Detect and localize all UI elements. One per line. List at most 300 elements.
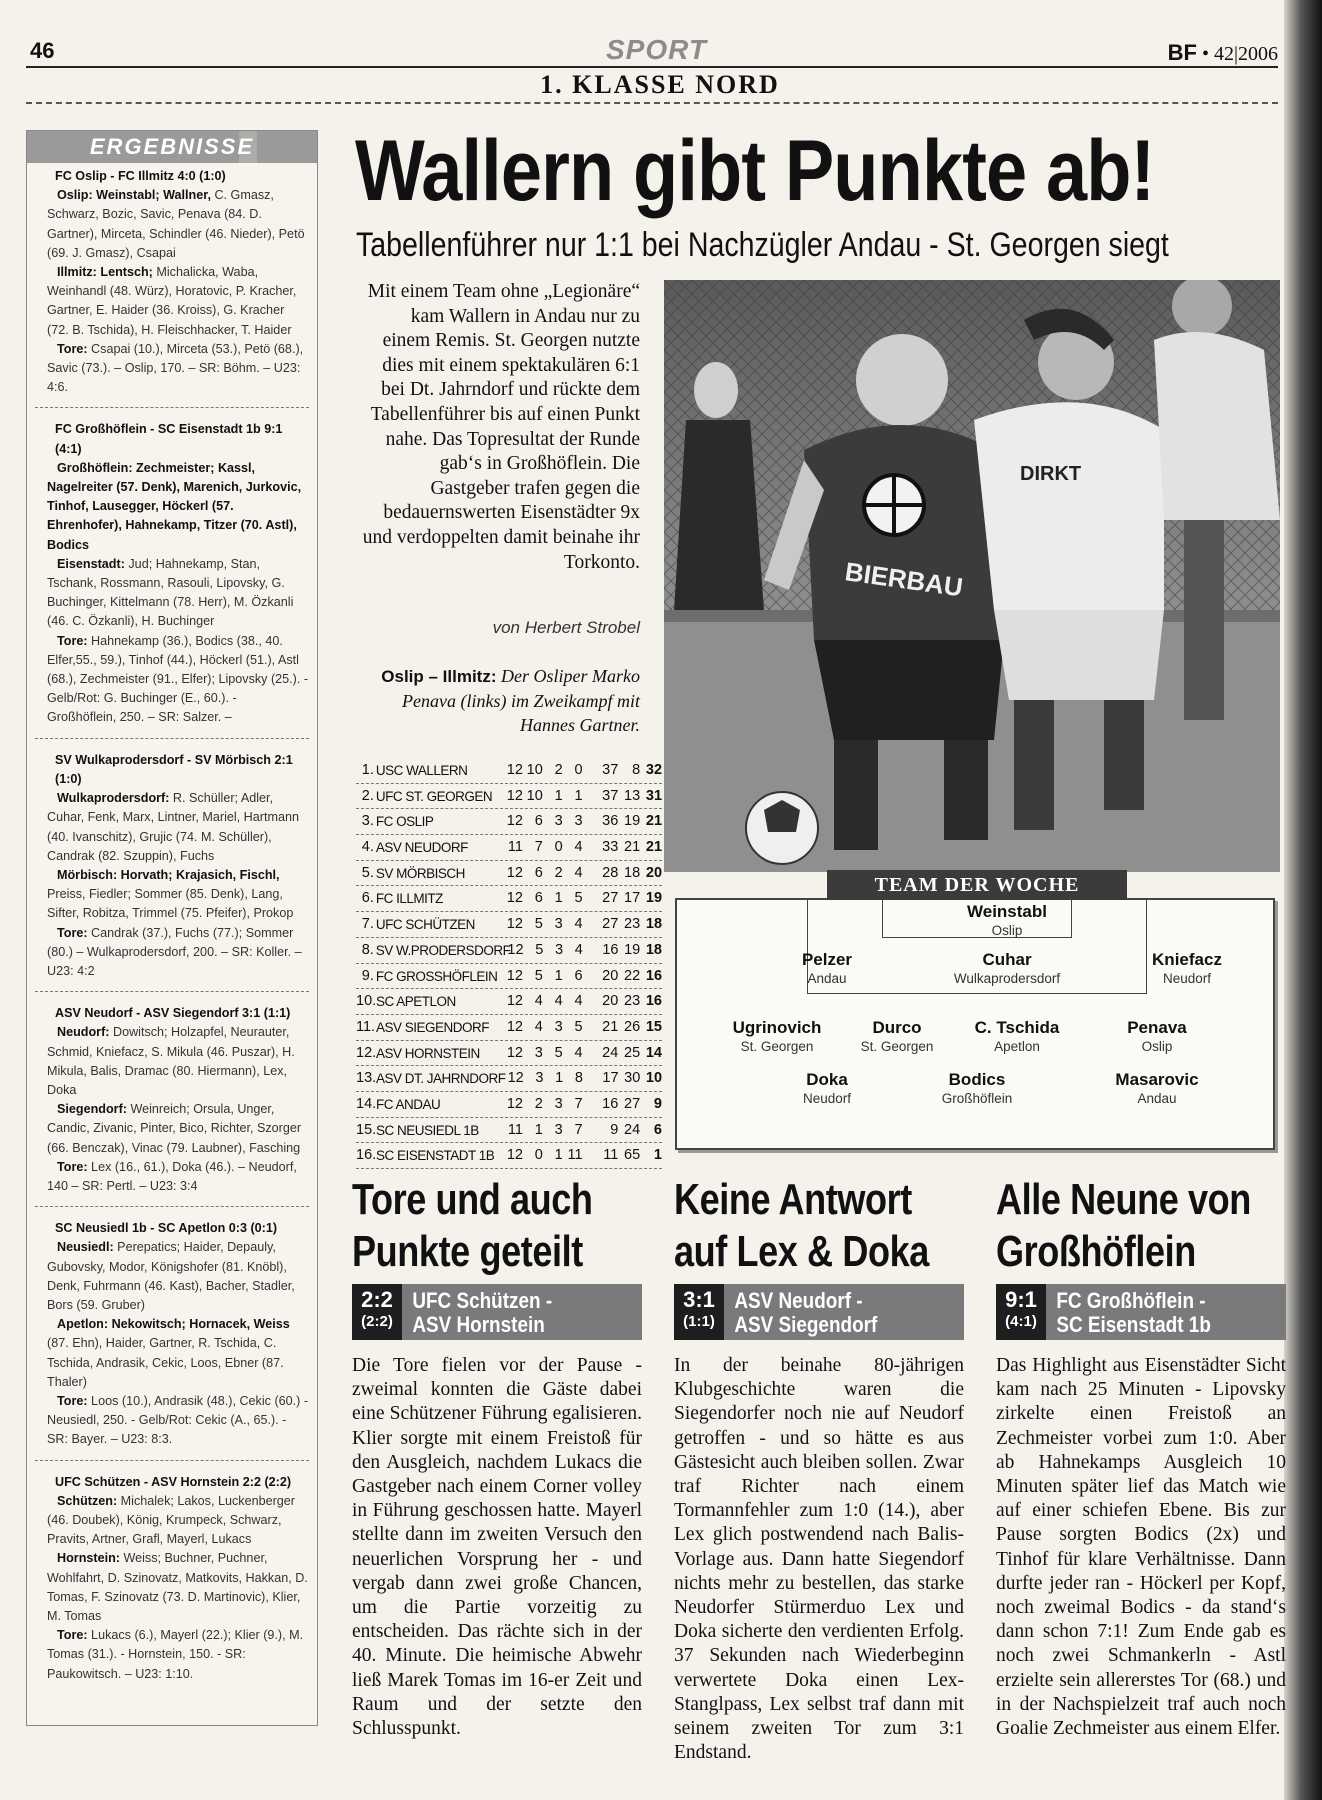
table-cell-points: 32 [645, 762, 663, 778]
table-row [356, 784, 662, 810]
table-cell-wins: 5 [535, 941, 544, 958]
table-cell-team: SC APETLON [376, 994, 456, 1010]
table-cell-points: 21 [645, 813, 663, 830]
header-rule [26, 66, 1278, 68]
halftime-score: (2:2) [361, 1313, 393, 1330]
table-cell-goals-against: 30 [624, 1070, 641, 1087]
table-cell-goals-against: 65 [624, 1147, 641, 1164]
table-cell-wins: 1 [534, 1121, 543, 1138]
table-cell-played: 12 [506, 762, 523, 778]
player-card [1077, 1070, 1237, 1108]
table-cell-position: 6. [361, 890, 374, 907]
player-card [937, 1018, 1097, 1056]
table-cell-wins: 6 [534, 864, 543, 881]
league-title: 1. KLASSE NORD [540, 70, 780, 99]
result-line [35, 1238, 309, 1315]
table-cell-goals-for: 28 [602, 864, 619, 881]
table-cell-position: 5. [361, 864, 374, 881]
player-name: Durco [872, 1018, 922, 1037]
player-club: Oslip [991, 923, 1023, 938]
player-name: C. Tschida [974, 1018, 1060, 1037]
result-line [35, 1492, 309, 1550]
player-card [897, 1070, 1057, 1108]
table-cell-goals-against: 8 [632, 762, 641, 778]
result-line-text: Preiss, Fiedler; Sommer (85. Denk), Lang, Sifter, Robitza, Trimmel (75. Pfeifer), Prokop [47, 887, 294, 921]
result-line [35, 263, 309, 340]
table-cell-goals-against: 27 [624, 1095, 641, 1112]
result-line [35, 459, 309, 555]
table-cell-losses: 11 [567, 1147, 583, 1164]
score-box [996, 1284, 1046, 1340]
home-team: UFC Schützen - [412, 1288, 553, 1313]
result-line-text: Lex (16., 61.), Doka (46.). – Neudorf, 140 – SR: Pertl. – U23: 3:4 [47, 1159, 297, 1193]
table-cell-goals-against: 23 [624, 993, 641, 1010]
table-cell-points: 16 [645, 967, 663, 984]
table-cell-position: 13. [356, 1070, 377, 1087]
result-line [35, 1549, 309, 1626]
table-cell-draws: 1 [554, 890, 563, 907]
halftime-score: (4:1) [1005, 1313, 1037, 1330]
table-cell-draws: 2 [554, 864, 563, 881]
table-cell-losses: 4 [574, 1044, 583, 1061]
table-cell-position: 2. [361, 787, 374, 804]
table-cell-wins: 3 [535, 1070, 544, 1087]
headline: Wallern gibt Punkte ab! [355, 123, 1155, 219]
result-line-text: Candrak (37.), Fuchs (77.); Sommer (80.) – Wulkaprodersdorf, 200. – SR: Koller. – U23: 4:2 [47, 925, 302, 978]
report-column [674, 1174, 964, 1765]
table-row [356, 938, 662, 964]
player-club: Andau [1137, 1091, 1177, 1106]
player-club: Andau [807, 971, 847, 986]
table-cell-team: FC ANDAU [376, 1096, 441, 1112]
table-cell-goals-against: 26 [624, 1018, 641, 1035]
table-cell-position: 3. [361, 813, 374, 830]
player-name: Bodics [948, 1070, 1006, 1089]
table-cell-draws: 1 [554, 787, 563, 804]
table-cell-wins: 5 [534, 967, 543, 984]
result-line-label: Schützen: [57, 1493, 118, 1508]
result-entry [35, 751, 309, 992]
result-line-label: Neusiedl: [57, 1240, 114, 1255]
table-cell-goals-against: 18 [624, 864, 641, 881]
result-heading: FC Großhöflein - SC Eisenstadt 1b 9:1 (4:1) [55, 422, 283, 456]
result-line [35, 1158, 309, 1196]
result-line [35, 186, 309, 263]
home-team: FC Großhöflein - [1056, 1288, 1206, 1313]
table-cell-wins: 6 [534, 890, 543, 907]
player-card [747, 1070, 907, 1108]
table-cell-played: 12 [506, 890, 523, 907]
result-line-label: Neudorf: [57, 1025, 110, 1040]
page-number: 46 [30, 38, 55, 63]
match-photo-graphic [664, 280, 1280, 872]
table-cell-position: 14. [356, 1095, 377, 1112]
report-title-line2: Großhöflein [996, 1227, 1196, 1276]
table-cell-position: 11. [356, 1018, 376, 1035]
table-cell-draws: 1 [555, 1070, 564, 1087]
table-cell-points: 31 [645, 787, 663, 804]
table-row [356, 1041, 662, 1067]
result-line-text: Weiss; Buchner, Puchner, Wohlfahrt, D. Szinovatz, Matkovits, Hakkan, D. Tomas, F. Szinovatz (73. D. Martinovic), Klier, M. Tomas [47, 1551, 308, 1624]
result-line-text: Weinreich; Orsula, Unger, Candic, Zivanic, Pinter, Bico, Richter, Szorger (66. Benczak), Vinac (79. Laubner), Fasching [47, 1102, 302, 1155]
player-card [927, 950, 1087, 988]
result-heading: SV Wulkaprodersdorf - SV Mörbisch 2:1 (1:0) [55, 752, 293, 786]
table-cell-team: SV W.PRODERSDORF [375, 942, 511, 958]
player-name: Pelzer [801, 950, 853, 969]
player-card [1107, 950, 1267, 988]
result-line [35, 340, 309, 398]
match-photo [664, 280, 1280, 872]
table-row [356, 1092, 662, 1118]
table-cell-points: 18 [645, 941, 662, 958]
table-cell-goals-for: 27 [602, 916, 619, 933]
table-cell-played: 12 [506, 1095, 523, 1112]
result-line-label: Wulkaprodersdorf: [57, 791, 170, 806]
shirt-text: BIERBAU [843, 556, 965, 603]
result-entry [35, 1004, 309, 1207]
table-cell-goals-against: 13 [624, 787, 641, 804]
table-cell-goals-for: 37 [602, 762, 619, 778]
table-cell-played: 12 [506, 967, 523, 984]
page-binding-shadow [1284, 0, 1322, 1800]
table-cell-position: 7. [361, 916, 374, 933]
score-bar [996, 1284, 1286, 1340]
table-cell-goals-for: 16 [602, 941, 619, 958]
table-cell-draws: 3 [554, 1121, 563, 1138]
table-row [356, 861, 662, 887]
table-cell-played: 12 [507, 1070, 524, 1087]
player-name: Cuhar [982, 950, 1032, 969]
table-cell-draws: 3 [554, 1018, 563, 1035]
result-heading: SC Neusiedl 1b - SC Apetlon 0:3 (0:1) [55, 1221, 278, 1236]
result-heading: FC Oslip - FC Illmitz 4:0 (1:0) [55, 169, 226, 183]
player-club: St. Georgen [860, 1039, 934, 1054]
table-cell-points: 10 [645, 1070, 663, 1087]
score-box [674, 1284, 724, 1340]
table-cell-position: 1. [361, 762, 374, 778]
byline-prefix: von [492, 618, 520, 637]
report-title-line1: Alle Neune von [996, 1175, 1251, 1224]
table-cell-team: SV MÖRBISCH [375, 865, 465, 881]
player-card [1077, 1018, 1237, 1056]
score-bar [674, 1284, 964, 1340]
final-score: 9:1 [1005, 1287, 1037, 1312]
score-teams [1046, 1284, 1211, 1340]
result-entry [35, 1219, 309, 1460]
report-text: Die Tore fielen vor der Pause - zweimal konnten die Gäste dabei eine Schützener Führung egalisieren. Klier sorgte mit einem Freistoß für den Ausgleich, nachdem Lukacs die Gastgeber nach einem Corner volley in Führung geschossen hatte. Mayerl stellte dann im zweiten Versuch den neuerlichen Vorsprung her - und vergab dann zwei große Chancen, um die Partie vorzeitig zu entscheiden. Das rächte sich in der 40. Minute. Die heimische Abwehr ließ Marek Tomas im 16-er Zeit und Raum und der setzte den Schlusspunkt. [352, 1355, 642, 1740]
table-cell-team: FC ILLMITZ [375, 891, 443, 907]
table-row [356, 989, 662, 1015]
table-cell-played: 12 [506, 787, 523, 804]
table-cell-position: 4. [361, 839, 374, 856]
table-row [356, 1015, 662, 1041]
table-cell-team: UFC SCHÜTZEN [375, 917, 475, 933]
table-row [356, 758, 662, 784]
table-cell-points: 15 [645, 1018, 662, 1035]
table-cell-draws: 0 [554, 839, 563, 856]
table-cell-losses: 0 [574, 762, 583, 778]
table-cell-goals-against: 19 [624, 813, 641, 830]
result-line-label: Tore: [57, 1628, 88, 1643]
table-cell-wins: 10 [526, 762, 543, 778]
table-cell-goals-for: 20 [602, 967, 619, 984]
report-title-line1: Keine Antwort [674, 1175, 912, 1224]
table-cell-points: 16 [645, 993, 662, 1010]
result-line [35, 789, 309, 866]
player-club: Neudorf [802, 1091, 852, 1106]
player-club: Großhöflein [941, 1091, 1013, 1106]
result-heading: ASV Neudorf - ASV Siegendorf 3:1 (1:1) [55, 1006, 291, 1021]
table-cell-played: 12 [506, 1044, 523, 1061]
table-cell-goals-against: 17 [624, 890, 641, 907]
score-teams [402, 1284, 552, 1340]
table-cell-team: UFC ST. GEORGEN [375, 788, 493, 804]
table-cell-losses: 5 [574, 890, 583, 907]
result-line [35, 1626, 309, 1684]
byline [362, 618, 640, 638]
result-line-label: Apetlon: Nekowitsch; Hornacek, Weiss [57, 1317, 290, 1332]
player-club: St. Georgen [740, 1039, 814, 1054]
result-line-label: Tore: [57, 633, 88, 648]
table-row [356, 964, 662, 990]
results-title: ERGEBNISSE [27, 131, 317, 163]
table-row [356, 1118, 662, 1144]
subheadline: Tabellenführer nur 1:1 bei Nachzügler Andau - St. Georgen siegt [356, 226, 1169, 264]
player-club: Apetlon [994, 1039, 1040, 1054]
final-score: 2:2 [361, 1287, 393, 1312]
table-row [356, 1066, 662, 1092]
table-cell-played: 12 [506, 993, 523, 1010]
report-text: In der beinahe 80-jährigen Klubgeschichte waren die Siegendorfer noch nie auf Neudorf getroffen - und so hätte es aus Gästesicht auch bleiben sollen. Zwar traf Richter nach einem Tormannfehler zum 1:0 (14.), aber Lex glich postwendend nach Balis-Vorlage aus. Dann hatte Siegendorf nichts mehr zu bestellen, das starke Neudorfer Stürmerduo Lex und Doka sicherte den verdienten Erfolg. 37 Sekunden nach Wiederbeginn verwertete Doka einen Lex-Stanglpass, Lex selbst traf dann mit seinem zweiten Tor zum 3:1 Endstand. [674, 1355, 964, 1764]
table-cell-goals-for: 9 [610, 1121, 619, 1138]
player-card [927, 902, 1087, 940]
table-cell-losses: 7 [574, 1121, 583, 1138]
table-cell-losses: 7 [574, 1095, 583, 1112]
result-line [35, 924, 309, 982]
report-column [352, 1174, 642, 1741]
table-cell-played: 12 [506, 1147, 523, 1164]
halftime-score: (1:1) [683, 1313, 715, 1330]
table-cell-wins: 3 [534, 1044, 543, 1061]
table-cell-team: ASV SIEGENDORF [376, 1019, 490, 1035]
result-line-label: Oslip: Weinstabl; Wallner, [57, 188, 211, 203]
table-cell-goals-against: 24 [624, 1121, 641, 1138]
team-of-week-title: TEAM DER WOCHE [827, 870, 1127, 900]
report-title-line1: Tore und auch [352, 1175, 593, 1224]
table-cell-goals-for: 17 [602, 1070, 619, 1087]
league-table [356, 758, 662, 1169]
sponsor-text: DIRKT [1020, 463, 1082, 485]
result-entry [35, 420, 309, 738]
table-cell-played: 12 [507, 941, 524, 958]
table-cell-goals-against: 25 [624, 1044, 641, 1061]
table-cell-goals-against: 21 [624, 839, 641, 856]
player-name: Ugrinovich [732, 1018, 822, 1037]
byline-author: Herbert Strobel [524, 618, 640, 637]
table-cell-position: 8. [361, 941, 374, 958]
player-name: Kniefacz [1152, 950, 1222, 969]
table-cell-wins: 10 [526, 787, 543, 804]
table-cell-goals-against: 23 [624, 916, 641, 933]
result-line [35, 866, 309, 924]
table-cell-team: ASV DT. JAHRNDORF [376, 1071, 506, 1087]
table-cell-losses: 4 [574, 864, 583, 881]
result-line [35, 1315, 309, 1392]
table-cell-position: 16. [356, 1147, 377, 1164]
report-title [996, 1174, 1251, 1278]
table-cell-position: 15. [356, 1121, 377, 1138]
table-cell-draws: 3 [554, 1095, 563, 1112]
player-name: Penava [1127, 1018, 1187, 1037]
photo-caption [362, 664, 640, 737]
score-box [352, 1284, 402, 1340]
table-cell-position: 9. [361, 967, 374, 984]
result-line-text: Lukacs (6.), Mayerl (22.); Klier (9.), M. Tomas (31.). - Hornstein, 150. - SR: Paukowitsch. – U23: 1:10. [47, 1628, 304, 1681]
result-line-label: Mörbisch: Horvath; Krajasich, Fischl, [57, 867, 280, 882]
final-score: 3:1 [683, 1287, 715, 1312]
table-cell-wins: 2 [534, 1095, 543, 1112]
result-line-label: Eisenstadt: [57, 556, 125, 571]
table-cell-goals-for: 11 [603, 1147, 619, 1164]
header-dashed-rule [26, 102, 1278, 104]
table-cell-losses: 3 [574, 813, 583, 830]
table-cell-points: 20 [645, 864, 663, 881]
table-cell-losses: 1 [574, 787, 583, 804]
report-column [996, 1174, 1286, 1741]
table-cell-losses: 4 [574, 839, 583, 856]
table-cell-goals-for: 27 [602, 890, 619, 907]
result-line [35, 1392, 309, 1450]
lead-text: Mit einem Team ohne „Legionäre“ kam Wallern in Andau nur zu einem Remis. St. Georgen nutzte dies mit einem spektakulären 6:1 bei Dt. Jahrndorf und rückte dem Tabellenführer bis auf einen Punkt nahe. Das Topresultat der Runde gab‘s in Großhöflein. Die Gastgeber trafen gegen die bedauernswerten Eisenstädter 9x und verdoppelten damit beinahe ihr Torkonto. [362, 281, 640, 573]
table-cell-draws: 3 [554, 813, 563, 830]
table-cell-wins: 5 [534, 916, 543, 933]
table-cell-goals-against: 19 [624, 941, 641, 958]
table-cell-goals-for: 36 [602, 813, 619, 830]
player-club: Oslip [1141, 1039, 1173, 1054]
table-cell-goals-for: 37 [602, 787, 619, 804]
team-of-week [675, 874, 1275, 1150]
table-cell-draws: 3 [555, 941, 564, 958]
away-team: ASV Siegendorf [734, 1312, 878, 1337]
player-name: Weinstabl [967, 902, 1047, 921]
table-cell-goals-for: 24 [602, 1044, 619, 1061]
report-title-line2: auf Lex & Doka [674, 1227, 929, 1276]
result-line-label: Tore: [57, 1393, 88, 1408]
result-line [35, 555, 309, 632]
result-line-text: Csapai (10.), Mirceta (53.), Petö (68.), Savic (73.). – Oslip, 170. – SR: Böhm. – U23: 4:6. [47, 341, 304, 395]
table-cell-draws: 5 [554, 1044, 563, 1061]
away-team: ASV Hornstein [412, 1312, 545, 1337]
table-cell-played: 12 [506, 1018, 523, 1035]
result-line [35, 1023, 309, 1100]
table-cell-played: 11 [507, 839, 523, 856]
report-text: Das Highlight aus Eisenstädter Sicht kam nach 25 Minuten - Lipovsky zirkelte einen Freistoß an Zechmeister vorbei zum 1:0. Aber ab Hahnekamps Ausgleich 10 Minuten später lief das Match wie auf einer schiefen Ebene. Bis zur Pause sorgten Bodics (2x) und Tinhof für klare Verhältnisse. Dann durfte jeder ran - Höckerl per Kopf, noch zweimal Bodics - da stand‘s dann schon 7:1! Zum Ende gab es noch zwei Schmankerln - Astl erzielte sein allererstes Tor (68.) und in der Nachspielzeit traf auch noch Goalie Zechmeister aus einem Elfer. [996, 1355, 1286, 1740]
player-card [747, 950, 907, 988]
table-cell-points: 19 [645, 890, 663, 907]
results-box [26, 130, 318, 1726]
table-cell-wins: 4 [534, 993, 543, 1010]
result-line-text: Michalicka, Waba, Weinhandl (48. Würz), Horatovic, P. Kracher, Gartner, E. Haider (36. Kroiss), G. Kracher (72. B. Tschida), H. Fleischhacker, T. Haider [47, 265, 297, 337]
table-cell-wins: 6 [534, 813, 543, 830]
section-title: SPORT [606, 34, 707, 65]
issue-number: 42|2006 [1213, 43, 1278, 65]
player-name: Doka [806, 1070, 848, 1089]
report-title [674, 1174, 929, 1278]
result-line [35, 632, 309, 728]
result-line-text: C. Gmasz, Schwarz, Bozic, Savic, Penava (84. D. Gartner), Mirceta, Schindler (46. Nieder), Petö (69. J. Gmasz), Csapai [47, 188, 305, 260]
table-cell-wins: 0 [534, 1147, 543, 1164]
table-cell-points: 14 [645, 1044, 662, 1061]
table-cell-points: 18 [645, 916, 663, 933]
table-cell-team: SC NEUSIEDL 1B [376, 1122, 479, 1138]
table-cell-points: 9 [653, 1095, 662, 1112]
table-cell-team: USC WALLERN [375, 763, 468, 778]
player-club: Wulkaprodersdorf [953, 971, 1061, 986]
table-cell-losses: 4 [574, 941, 583, 958]
table-cell-played: 12 [506, 864, 523, 881]
result-line-text: Hahnekamp (36.), Bodics (38., 40. Elfer,55., 59.), Tinhof (44.), Höckerl (51.), Astl (68.), Zechmeister (91., Elfer); Lipovsky (25.). - Gelb/Rot: G. Buchinger (E., 60.). - Großhöflein, 250. – SR: Salzer. – [47, 633, 309, 725]
result-line-label: Tore: [57, 1159, 88, 1174]
table-cell-wins: 4 [534, 1018, 543, 1035]
home-team: ASV Neudorf - [734, 1288, 863, 1313]
caption-label: Oslip – Illmitz: [381, 667, 497, 686]
score-teams [724, 1284, 877, 1340]
table-cell-points: 1 [653, 1147, 662, 1164]
table-row [356, 809, 662, 835]
table-row [356, 1143, 662, 1169]
result-line-text: Jud; Hahnekamp, Stan, Tschank, Rossmann, Rasouli, Lipovsky, G. Buchinger, Kittelmann (78. Herr), M. Özkanli (46. C. Özkanli), H. Buchinger [47, 556, 294, 629]
table-cell-losses: 6 [574, 967, 583, 984]
caption-text: Der Osliper Marko Penava (links) im Zweikampf mit Hannes Gartner. [402, 666, 640, 735]
table-cell-draws: 3 [554, 916, 563, 933]
table-cell-draws: 2 [554, 762, 563, 778]
result-line-label: Tore: [57, 341, 88, 356]
results-list [27, 163, 317, 1694]
result-line-text: Perepatics; Haider, Depauly, Gubovsky, Modor, Königshofer (81. Knöbl), Denk, Fuhrmann (46. Kast), Bacher, Stadler, Bors (59. Gruber) [47, 1240, 295, 1312]
result-line-label: Großhöflein: Zechmeister; Kassl, Nagelreiter (57. Denk), Marenich, Jurkovic, Tinhof, Lausegger, Höckerl (57. Ehrenhofer), Hahnekamp, Titzer (70. Astl), Bodics [47, 460, 302, 552]
table-cell-position: 10. [356, 993, 377, 1010]
table-row [356, 886, 662, 912]
result-line-text: Dowitsch; Holzapfel, Neurauter, Schmid, Kniefacz, S. Mikula (46. Puszar), H. Mikula, Balis, Dramac (80. Hiermann), Lex, Doka [47, 1025, 295, 1097]
table-cell-team: ASV NEUDORF [375, 840, 468, 856]
issue-info [1168, 40, 1278, 66]
result-line-label: Hornstein: [57, 1551, 120, 1566]
table-cell-team: FC GROSSHÖFLEIN [375, 968, 498, 984]
table-row [356, 835, 662, 861]
table-cell-goals-for: 33 [602, 839, 619, 856]
table-cell-goals-for: 16 [602, 1095, 619, 1112]
report-title [352, 1174, 593, 1278]
result-entry [35, 1473, 309, 1694]
table-cell-draws: 4 [554, 993, 563, 1010]
result-line-text: Loos (10.), Andrasik (48.), Cekic (60.) - Neusiedl, 250. - Gelb/Rot: Cekic (A., 65.). - SR: Bayer. – U23: 8:3. [47, 1393, 309, 1447]
table-cell-points: 21 [645, 839, 663, 856]
table-cell-losses: 8 [574, 1070, 583, 1087]
report-title-line2: Punkte geteilt [352, 1227, 583, 1276]
player-name: Masarovic [1115, 1070, 1199, 1089]
issue-brand: BF [1167, 40, 1197, 65]
score-bar [352, 1284, 642, 1340]
table-cell-losses: 5 [574, 1018, 583, 1035]
result-line-text: (87. Ehn), Haider, Gartner, R. Tschida, C. Tschida, Andrasik, Cekic, Loos, Ebner (87. Thaler) [47, 1336, 284, 1389]
player-club: Neudorf [1162, 971, 1212, 986]
result-line-label: Tore: [57, 925, 88, 940]
away-team: SC Eisenstadt 1b [1056, 1312, 1211, 1337]
table-cell-points: 6 [653, 1121, 662, 1138]
result-line-text: Michalek; Lakos, Luckenberger (46. Doubek), König, Krumpeck, Schwarz, Pravits, Artner, Grafl, Mayerl, Lukacs [47, 1493, 295, 1547]
table-cell-played: 11 [507, 1121, 523, 1138]
table-cell-team: SC EISENSTADT 1B [376, 1148, 495, 1164]
